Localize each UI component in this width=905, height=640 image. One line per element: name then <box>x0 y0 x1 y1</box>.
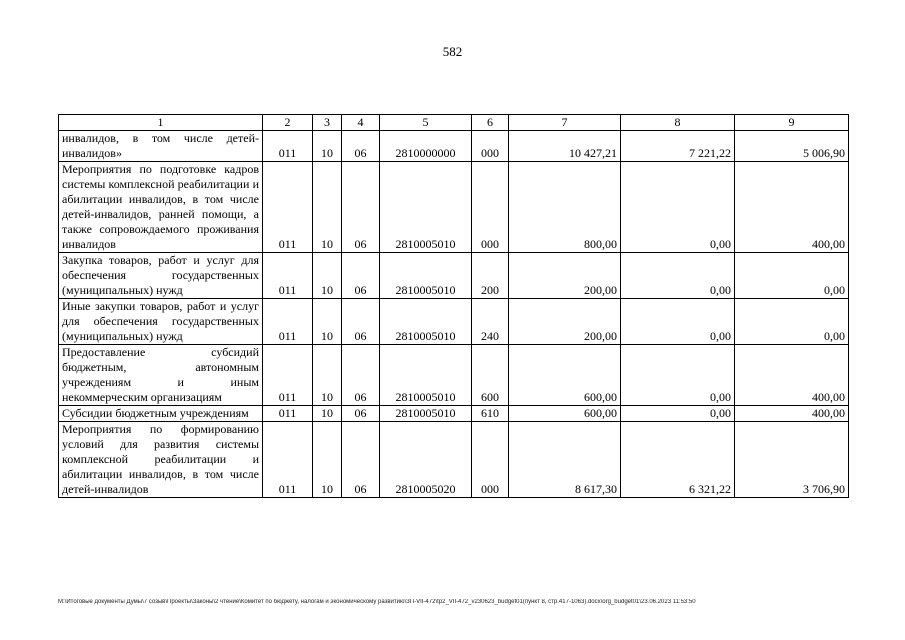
cell-section: 10 <box>313 422 342 498</box>
cell-expense-type: 240 <box>472 299 509 345</box>
cell-amount-7: 10 427,21 <box>509 131 621 162</box>
cell-target-article: 2810005010 <box>380 162 472 253</box>
file-path-footer: M:\Итоговые документы Думы\7 созыв\Проекты\Законы\2 чтение\Комитет по бюджету, налогам и экономическому развитию\ЗП-VII-472\tp2_VII-472_v230623_budget01(пункт 8, стр.417-1063).docx\org_budget01\23.06.2023 11:53:50 <box>58 599 696 605</box>
cell-section: 10 <box>313 345 342 406</box>
cell-amount-9: 0,00 <box>735 253 849 299</box>
cell-subsection: 06 <box>342 162 380 253</box>
cell-expense-type: 000 <box>472 422 509 498</box>
cell-amount-8: 6 321,22 <box>621 422 735 498</box>
cell-ministry-code: 011 <box>263 253 313 299</box>
cell-amount-7: 200,00 <box>509 299 621 345</box>
table-row <box>59 162 849 253</box>
column-header: 3 <box>313 115 342 131</box>
table-row <box>59 131 849 162</box>
cell-ministry-code: 011 <box>263 162 313 253</box>
row-name: Мероприятия по подготовке кадров системы комплексной реабилитации и абилитации инвалидов, в том числе детей-инвалидов, ранней помощи, а также сопровождаемого проживания инвалидов <box>59 162 263 253</box>
row-name: Иные закупки товаров, работ и услуг для обеспечения государственных (муниципальных) нужд <box>59 299 263 345</box>
cell-amount-8: 0,00 <box>621 162 735 253</box>
cell-section: 10 <box>313 299 342 345</box>
cell-section: 10 <box>313 406 342 422</box>
cell-ministry-code: 011 <box>263 422 313 498</box>
cell-expense-type: 200 <box>472 253 509 299</box>
cell-amount-9: 0,00 <box>735 299 849 345</box>
column-header: 5 <box>380 115 472 131</box>
row-name: Закупка товаров, работ и услуг для обеспечения государственных (муниципальных) нужд <box>59 253 263 299</box>
cell-subsection: 06 <box>342 422 380 498</box>
cell-amount-7: 800,00 <box>509 162 621 253</box>
column-header: 2 <box>263 115 313 131</box>
cell-amount-9: 5 006,90 <box>735 131 849 162</box>
cell-amount-8: 0,00 <box>621 253 735 299</box>
column-header: 6 <box>472 115 509 131</box>
cell-amount-9: 3 706,90 <box>735 422 849 498</box>
cell-expense-type: 000 <box>472 131 509 162</box>
column-number-row <box>59 115 849 131</box>
column-header: 9 <box>735 115 849 131</box>
cell-amount-8: 0,00 <box>621 406 735 422</box>
cell-section: 10 <box>313 131 342 162</box>
budget-table <box>58 114 849 498</box>
cell-target-article: 2810005010 <box>380 406 472 422</box>
table-row <box>59 253 849 299</box>
cell-amount-8: 7 221,22 <box>621 131 735 162</box>
cell-amount-8: 0,00 <box>621 299 735 345</box>
cell-subsection: 06 <box>342 299 380 345</box>
cell-target-article: 2810000000 <box>380 131 472 162</box>
cell-amount-7: 8 617,30 <box>509 422 621 498</box>
cell-subsection: 06 <box>342 253 380 299</box>
table-row <box>59 422 849 498</box>
cell-amount-7: 600,00 <box>509 345 621 406</box>
page-number: 582 <box>442 44 463 59</box>
cell-amount-9: 400,00 <box>735 406 849 422</box>
cell-ministry-code: 011 <box>263 345 313 406</box>
cell-section: 10 <box>313 162 342 253</box>
row-name: Мероприятия по формированию условий для развития системы комплексной реабилитации и абилитации инвалидов, в том числе детей-инвалидов <box>59 422 263 498</box>
table-row <box>59 406 849 422</box>
cell-amount-9: 400,00 <box>735 162 849 253</box>
row-name: инвалидов, в том числе детей-инвалидов» <box>59 131 263 162</box>
cell-amount-7: 200,00 <box>509 253 621 299</box>
cell-subsection: 06 <box>342 345 380 406</box>
cell-expense-type: 600 <box>472 345 509 406</box>
cell-ministry-code: 011 <box>263 131 313 162</box>
table-row <box>59 299 849 345</box>
row-name: Субсидии бюджетным учреждениям <box>59 406 263 422</box>
cell-subsection: 06 <box>342 406 380 422</box>
cell-amount-9: 400,00 <box>735 345 849 406</box>
cell-ministry-code: 011 <box>263 406 313 422</box>
cell-section: 10 <box>313 253 342 299</box>
cell-expense-type: 610 <box>472 406 509 422</box>
cell-target-article: 2810005010 <box>380 299 472 345</box>
cell-amount-8: 0,00 <box>621 345 735 406</box>
column-header: 1 <box>59 115 263 131</box>
cell-amount-7: 600,00 <box>509 406 621 422</box>
column-header: 4 <box>342 115 380 131</box>
column-header: 8 <box>621 115 735 131</box>
cell-target-article: 2810005020 <box>380 422 472 498</box>
cell-expense-type: 000 <box>472 162 509 253</box>
cell-target-article: 2810005010 <box>380 345 472 406</box>
cell-target-article: 2810005010 <box>380 253 472 299</box>
table-row <box>59 345 849 406</box>
cell-subsection: 06 <box>342 131 380 162</box>
cell-ministry-code: 011 <box>263 299 313 345</box>
row-name: Предоставление субсидий бюджетным, автономным учреждениям и иным некоммерческим организациям <box>59 345 263 406</box>
column-header: 7 <box>509 115 621 131</box>
